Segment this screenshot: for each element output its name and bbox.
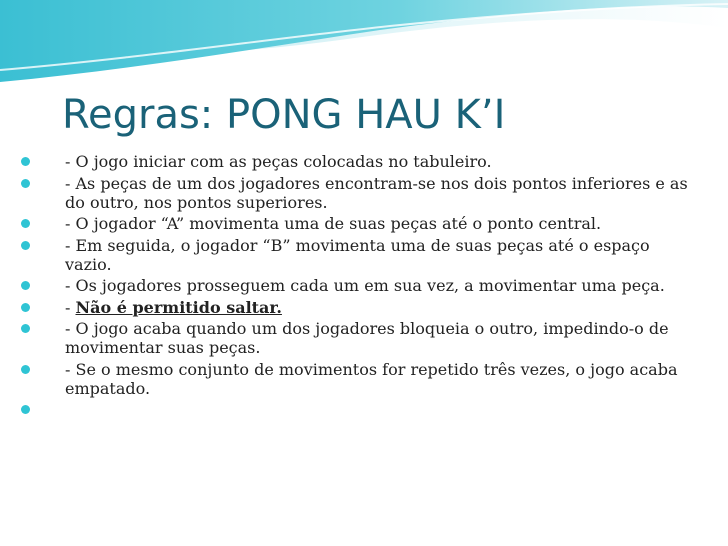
bullet-dot-icon xyxy=(21,405,30,414)
bullet-dot-icon xyxy=(21,219,30,228)
bullet-text-plain: - O jogo iniciar com as peças colocadas no tabuleiro. xyxy=(65,152,492,171)
bullet-dot-icon xyxy=(21,281,30,290)
decorative-wave-header xyxy=(0,0,728,90)
bullet-text xyxy=(65,174,688,212)
bullet-dot-icon xyxy=(21,324,30,333)
bullet-item xyxy=(18,400,698,419)
bullet-text-plain: - O jogo acaba quando um dos jogadores bloqueia o outro, impedindo-o de movimentar suas peças. xyxy=(65,319,669,357)
bullet-dot-icon xyxy=(21,365,30,374)
bullet-text-plain: - O jogador “A” movimenta uma de suas peças até o ponto central. xyxy=(65,214,602,233)
bullet-dot-icon xyxy=(21,303,30,312)
bullet-text-plain: - Os jogadores prosseguem cada um em sua vez, a movimentar uma peça. xyxy=(65,276,665,295)
bullet-text-plain: - Em seguida, o jogador “B” movimenta uma de suas peças até o espaço vazio. xyxy=(65,235,650,274)
bullet-dot-icon xyxy=(21,157,30,166)
bullet-text xyxy=(65,236,650,274)
slide-title: Regras: PONG HAU K’I xyxy=(62,92,506,138)
bullet-list xyxy=(18,152,698,422)
bullet-item xyxy=(18,360,698,398)
bullet-text xyxy=(65,152,492,171)
bullet-item xyxy=(18,152,698,171)
bullet-text-plain: - As peças de um dos jogadores encontram-se nos dois pontos inferiores e as do outro, nos pontos superiores. xyxy=(65,173,688,212)
bullet-text-plain: - Se o mesmo conjunto de movimentos for repetido três vezes, o jogo acaba empatado. xyxy=(65,359,678,398)
bullet-text-plain: - xyxy=(65,297,76,317)
bullet-text xyxy=(65,214,601,233)
bullet-text xyxy=(65,298,282,317)
bullet-text xyxy=(65,360,678,398)
bullet-item xyxy=(18,276,698,295)
bullet-text xyxy=(65,319,669,357)
bullet-text-emphasis: Não é permitido saltar. xyxy=(75,297,282,317)
bullet-item xyxy=(18,236,698,274)
bullet-dot-icon xyxy=(21,241,30,250)
bullet-item xyxy=(18,174,698,212)
bullet-item xyxy=(18,319,698,357)
bullet-text xyxy=(65,276,665,295)
bullet-item xyxy=(18,214,698,233)
bullet-dot-icon xyxy=(21,179,30,188)
bullet-item xyxy=(18,298,698,317)
